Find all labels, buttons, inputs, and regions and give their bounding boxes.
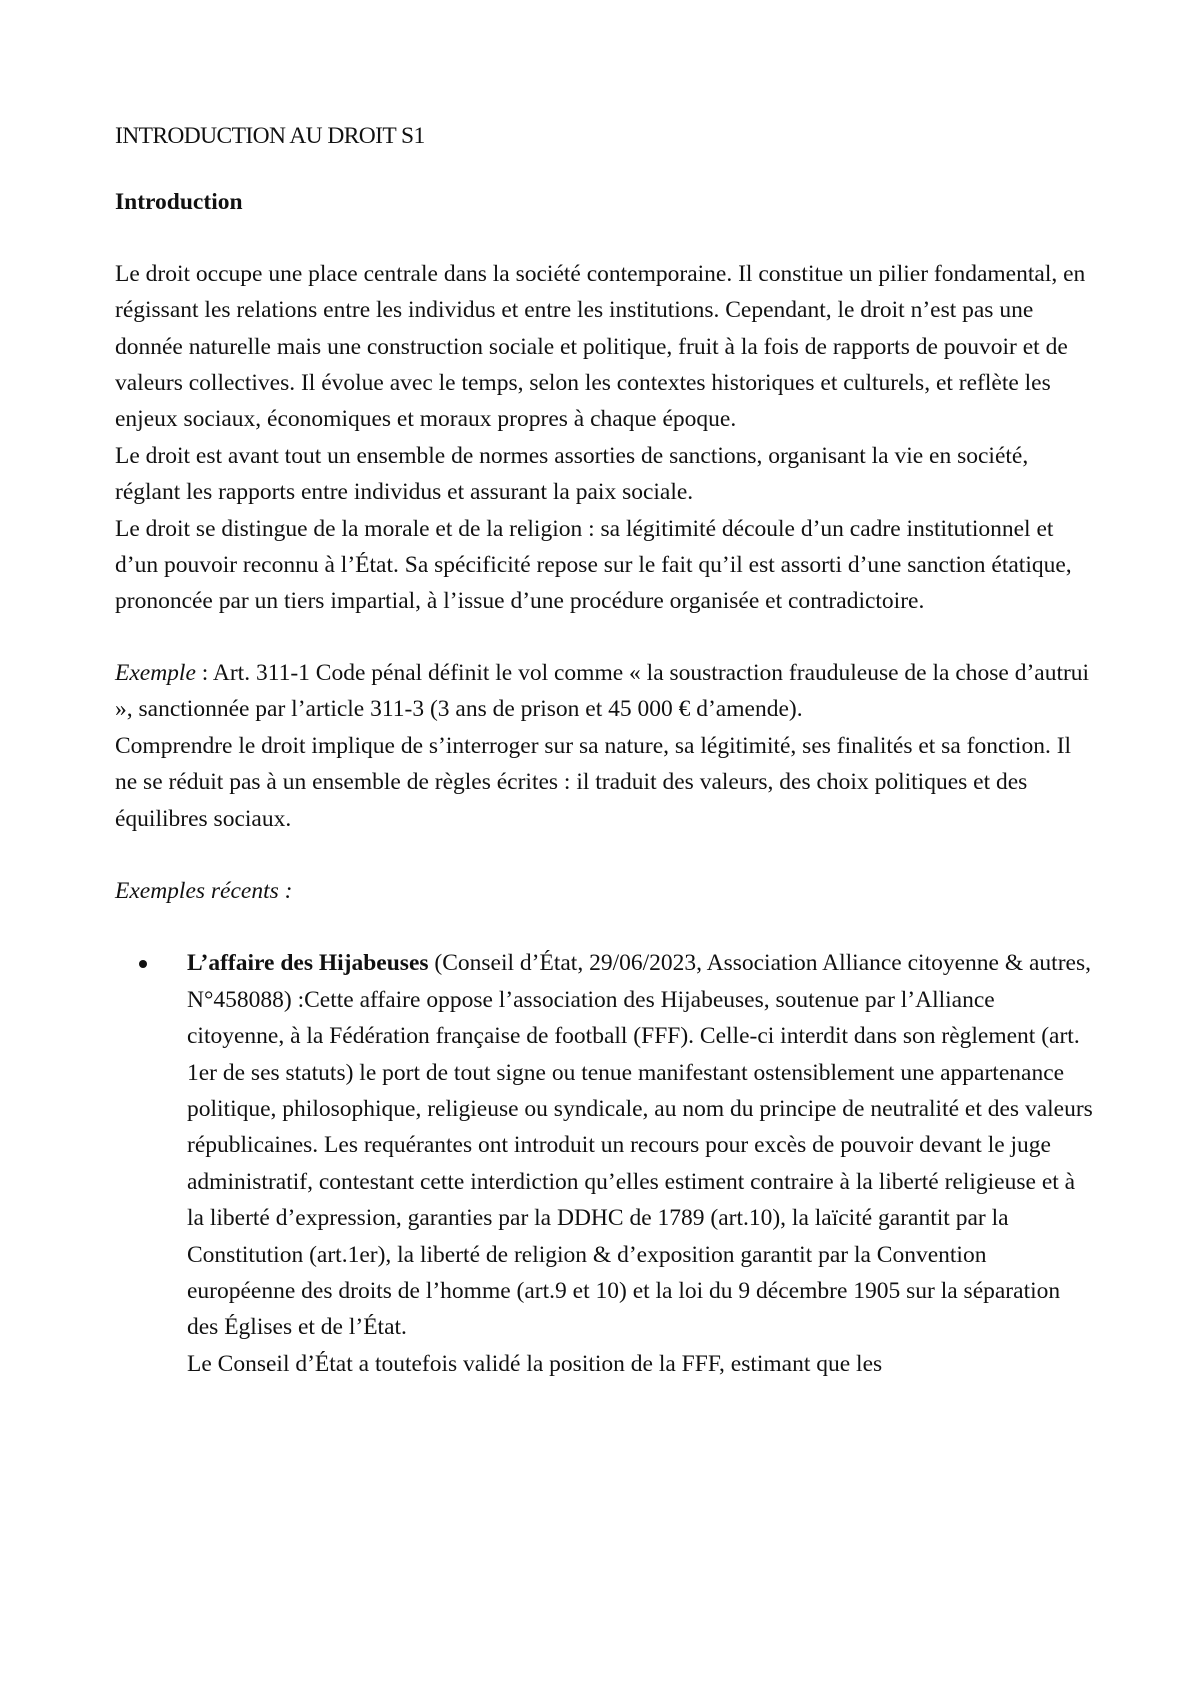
intro-block [115,256,1095,620]
paragraph: Le droit est avant tout un ensemble de normes assorties de sanctions, organisant la vie en société, réglant les rapports entre individus et assurant la paix sociale. [115,442,1029,506]
paragraph: Le droit se distingue de la morale et de la religion : sa légitimité découle d’un cadre institutionnel et d’un pouvoir reconnu à l’État. Sa spécificité repose sur le fait qu’il est assorti d’une sanction étatique, prononcée par un tiers impartial, à l’issue d’une procédure organisée et contradictoire. [115,515,1072,615]
bullet-list [115,945,1095,1382]
paragraph: Comprendre le droit implique de s’interroger sur sa nature, sa légitimité, ses finalités et sa fonction. Il ne se réduit pas à un ensemble de règles écrites : il traduit des valeurs, des choix politiques et des équilibres sociaux. [115,732,1072,832]
document-page [115,118,1095,1382]
case-title: L’affaire des Hijabeuses [187,950,429,977]
list-item [115,945,1095,1382]
example-text: : Art. 311-1 Code pénal définit le vol comme « la soustraction frauduleuse de la chose d’autrui », sanctionnée par l’article 311-3 (3 ans de prison et 45 000 € d’amende). [115,659,1090,723]
example-paragraph [115,655,1095,728]
document-title: INTRODUCTION AU DROIT S1 [115,123,425,149]
section-heading: Introduction [115,189,243,216]
example-block [115,655,1095,837]
case-text: (Conseil d’État, 29/06/2023, Association Alliance citoyenne & autres, N°458088) :Cette affaire oppose l’association des Hijabeuses, soutenue par l’Alliance citoyenne, à la Fédération française de football (FFF). Celle-ci interdit dans son règlement (art. 1er de ses statuts) le port de tout signe ou tenue manifestant ostensiblement une appartenance politique, philosophique, religieuse ou syndicale, au nom du principe de neutralité et des valeurs républicaines. Les requérantes ont introduit un recours pour excès de pouvoir devant le juge administratif, contestant cette interdiction qu’elles estiment contraire à la liberté religieuse et à la liberté d’expression, garanties par la DDHC de 1789 (art.10), la laïcité garantit par la Constitution (art.1er), la liberté de religion & d’exposition garantit par la Convention européenne des droits de l’homme (art.9 et 10) et la loi du 9 décembre 1905 sur la séparation des Églises et de l’État. [187,950,1093,1341]
recent-examples-heading: Exemples récents : [115,877,293,904]
paragraph: Le droit occupe une place centrale dans la société contemporaine. Il constitue un pilier fondamental, en régissant les relations entre les individus et entre les institutions. Cependant, le droit n’est pas une donnée naturelle mais une construction sociale et politique, fruit à la fois de rapports de pouvoir et de valeurs collectives. Il évolue avec le temps, selon les contextes historiques et culturels, et reflète les enjeux sociaux, économiques et moraux propres à chaque époque. [115,260,1086,433]
bullet-icon [139,960,147,968]
case-continuation: Le Conseil d’État a toutefois validé la position de la FFF, estimant que les [187,1350,883,1377]
example-label: Exemple [115,659,196,686]
